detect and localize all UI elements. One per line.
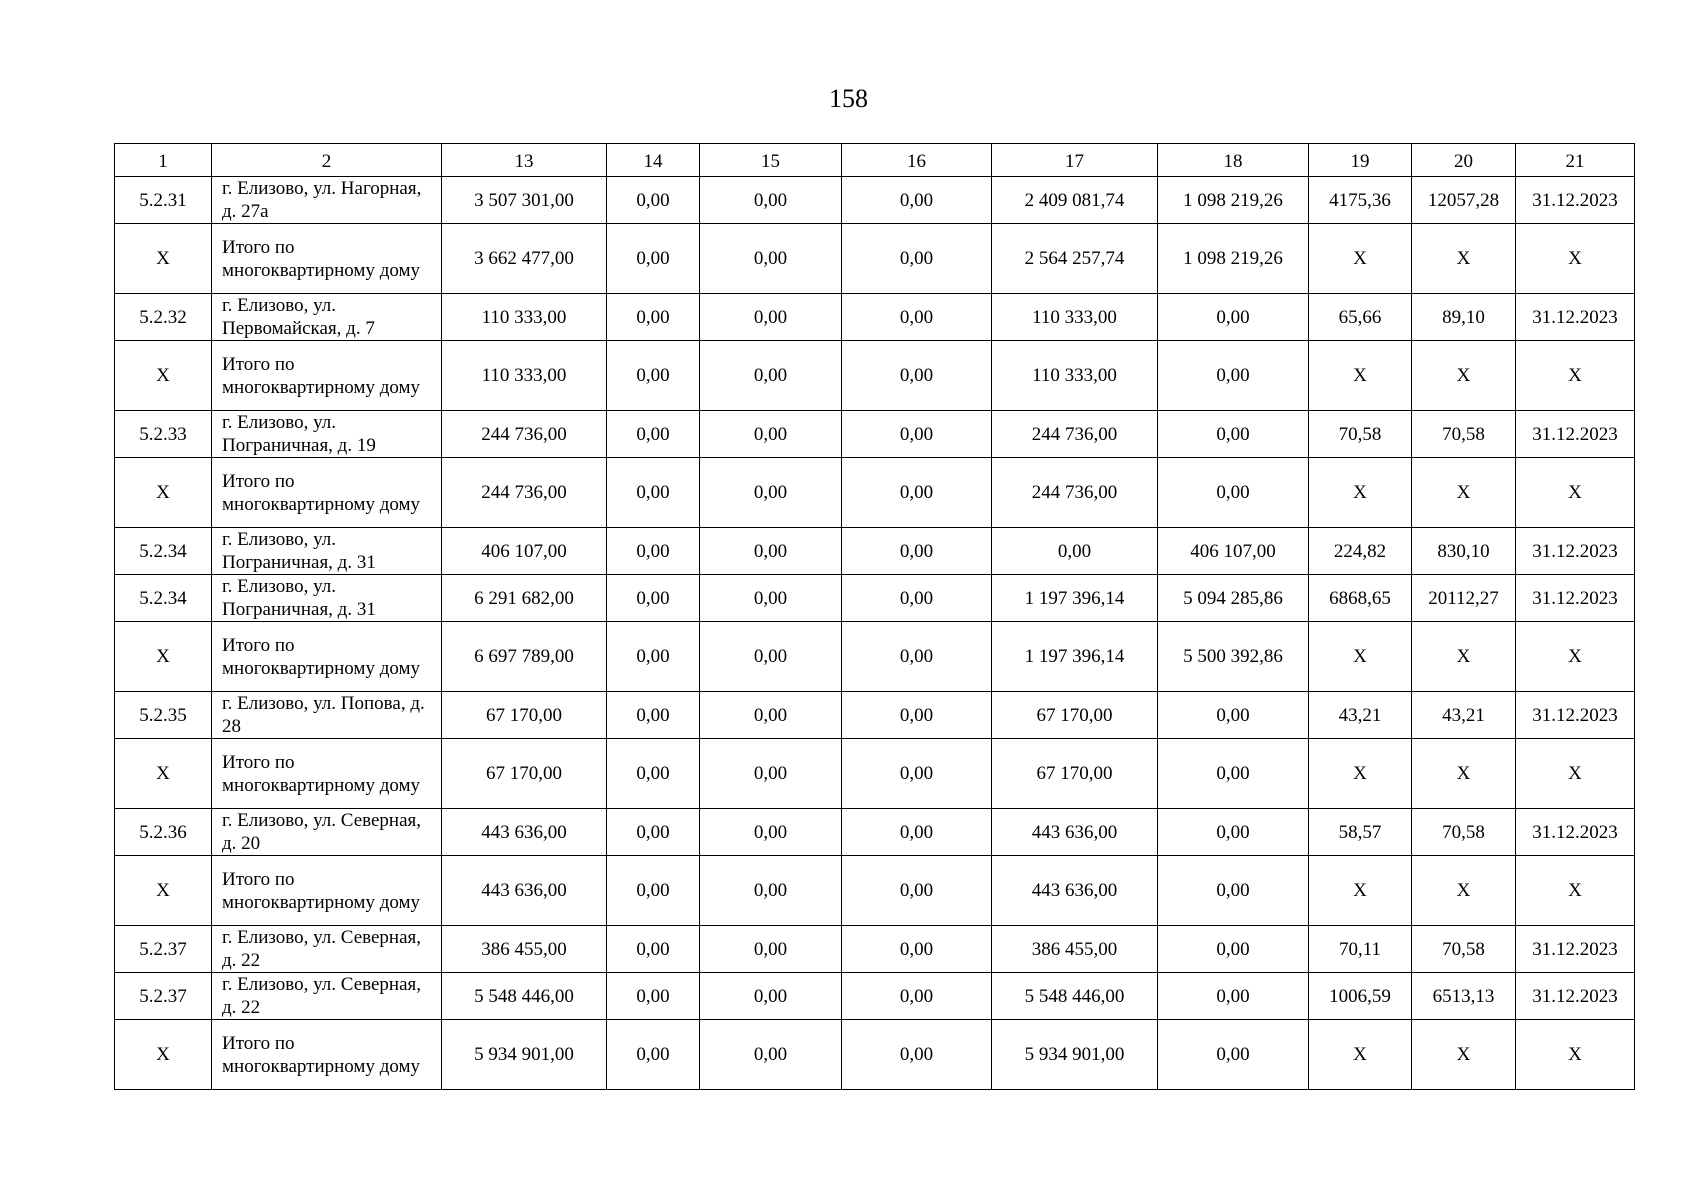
row-number-cell: 5.2.34 xyxy=(115,575,212,622)
data-table xyxy=(114,143,1635,1090)
address-cell: г. Елизово, ул. Северная, д. 22 xyxy=(212,973,442,1020)
col-20-cell: 20112,27 xyxy=(1412,575,1516,622)
col-17-cell: 67 170,00 xyxy=(992,739,1158,809)
col-18-cell: 406 107,00 xyxy=(1158,528,1309,575)
col-20-cell: X xyxy=(1412,622,1516,692)
col-15-cell: 0,00 xyxy=(700,692,842,739)
address-cell: г. Елизово, ул. Северная, д. 22 xyxy=(212,926,442,973)
row-number-cell: 5.2.35 xyxy=(115,692,212,739)
col-18-cell: 0,00 xyxy=(1158,411,1309,458)
address-cell: Итого по многоквартирному дому xyxy=(212,224,442,294)
col-20-cell: X xyxy=(1412,856,1516,926)
page-number: 158 xyxy=(829,84,868,113)
col-16-cell: 0,00 xyxy=(842,341,992,411)
row-number-cell: X xyxy=(115,856,212,926)
col-14-cell: 0,00 xyxy=(607,341,700,411)
col-19-cell: 4175,36 xyxy=(1309,177,1412,224)
address-cell: Итого по многоквартирному дому xyxy=(212,458,442,528)
col-17-cell: 67 170,00 xyxy=(992,692,1158,739)
header-cell: 17 xyxy=(992,144,1158,177)
header-cell: 21 xyxy=(1516,144,1635,177)
col-16-cell: 0,00 xyxy=(842,856,992,926)
col-19-cell: 65,66 xyxy=(1309,294,1412,341)
col-13-cell: 5 934 901,00 xyxy=(442,1020,607,1090)
col-19-cell: 43,21 xyxy=(1309,692,1412,739)
col-16-cell: 0,00 xyxy=(842,177,992,224)
header-cell: 2 xyxy=(212,144,442,177)
col-17-cell: 2 564 257,74 xyxy=(992,224,1158,294)
col-18-cell: 0,00 xyxy=(1158,809,1309,856)
col-16-cell: 0,00 xyxy=(842,739,992,809)
col-13-cell: 67 170,00 xyxy=(442,692,607,739)
col-21-cell: X xyxy=(1516,224,1635,294)
col-14-cell: 0,00 xyxy=(607,809,700,856)
header-cell: 13 xyxy=(442,144,607,177)
col-17-cell: 110 333,00 xyxy=(992,341,1158,411)
col-15-cell: 0,00 xyxy=(700,294,842,341)
col-15-cell: 0,00 xyxy=(700,575,842,622)
header-cell: 20 xyxy=(1412,144,1516,177)
row-number-cell: 5.2.34 xyxy=(115,528,212,575)
col-21-cell: X xyxy=(1516,856,1635,926)
col-19-cell: 1006,59 xyxy=(1309,973,1412,1020)
col-17-cell: 1 197 396,14 xyxy=(992,575,1158,622)
col-21-cell: 31.12.2023 xyxy=(1516,692,1635,739)
col-20-cell: 89,10 xyxy=(1412,294,1516,341)
row-number-cell: 5.2.32 xyxy=(115,294,212,341)
table-row xyxy=(115,294,1635,341)
col-13-cell: 443 636,00 xyxy=(442,856,607,926)
address-cell: г. Елизово, ул. Попова, д. 28 xyxy=(212,692,442,739)
col-18-cell: 0,00 xyxy=(1158,294,1309,341)
col-16-cell: 0,00 xyxy=(842,973,992,1020)
col-14-cell: 0,00 xyxy=(607,926,700,973)
col-21-cell: 31.12.2023 xyxy=(1516,973,1635,1020)
header-cell: 14 xyxy=(607,144,700,177)
col-16-cell: 0,00 xyxy=(842,528,992,575)
col-18-cell: 5 500 392,86 xyxy=(1158,622,1309,692)
table-row xyxy=(115,528,1635,575)
col-17-cell: 0,00 xyxy=(992,528,1158,575)
row-number-cell: X xyxy=(115,224,212,294)
col-15-cell: 0,00 xyxy=(700,809,842,856)
col-20-cell: X xyxy=(1412,1020,1516,1090)
address-cell: Итого по многоквартирному дому xyxy=(212,341,442,411)
col-16-cell: 0,00 xyxy=(842,575,992,622)
address-cell: г. Елизово, ул. Пограничная, д. 31 xyxy=(212,575,442,622)
col-19-cell: 70,11 xyxy=(1309,926,1412,973)
col-21-cell: X xyxy=(1516,458,1635,528)
col-18-cell: 0,00 xyxy=(1158,1020,1309,1090)
col-17-cell: 1 197 396,14 xyxy=(992,622,1158,692)
col-19-cell: X xyxy=(1309,224,1412,294)
col-21-cell: X xyxy=(1516,739,1635,809)
col-17-cell: 244 736,00 xyxy=(992,458,1158,528)
row-number-cell: X xyxy=(115,1020,212,1090)
col-14-cell: 0,00 xyxy=(607,856,700,926)
col-20-cell: X xyxy=(1412,739,1516,809)
col-14-cell: 0,00 xyxy=(607,458,700,528)
address-cell: Итого по многоквартирному дому xyxy=(212,622,442,692)
row-number-cell: X xyxy=(115,341,212,411)
col-18-cell: 1 098 219,26 xyxy=(1158,224,1309,294)
col-16-cell: 0,00 xyxy=(842,692,992,739)
col-15-cell: 0,00 xyxy=(700,458,842,528)
table-total-row xyxy=(115,739,1635,809)
table-total-row xyxy=(115,341,1635,411)
address-cell: Итого по многоквартирному дому xyxy=(212,1020,442,1090)
col-15-cell: 0,00 xyxy=(700,973,842,1020)
row-number-cell: X xyxy=(115,739,212,809)
col-19-cell: X xyxy=(1309,856,1412,926)
table-row xyxy=(115,411,1635,458)
col-20-cell: X xyxy=(1412,224,1516,294)
col-13-cell: 443 636,00 xyxy=(442,809,607,856)
col-19-cell: X xyxy=(1309,341,1412,411)
address-cell: Итого по многоквартирному дому xyxy=(212,739,442,809)
col-14-cell: 0,00 xyxy=(607,1020,700,1090)
address-cell: г. Елизово, ул. Северная, д. 20 xyxy=(212,809,442,856)
address-cell: Итого по многоквартирному дому xyxy=(212,856,442,926)
col-19-cell: 224,82 xyxy=(1309,528,1412,575)
col-19-cell: X xyxy=(1309,1020,1412,1090)
col-15-cell: 0,00 xyxy=(700,411,842,458)
row-number-cell: X xyxy=(115,622,212,692)
table-body xyxy=(115,144,1635,1090)
col-21-cell: 31.12.2023 xyxy=(1516,528,1635,575)
col-13-cell: 67 170,00 xyxy=(442,739,607,809)
col-14-cell: 0,00 xyxy=(607,692,700,739)
address-cell: г. Елизово, ул. Нагорная, д. 27а xyxy=(212,177,442,224)
row-number-cell: 5.2.37 xyxy=(115,973,212,1020)
header-cell: 1 xyxy=(115,144,212,177)
col-21-cell: X xyxy=(1516,622,1635,692)
col-20-cell: 6513,13 xyxy=(1412,973,1516,1020)
col-20-cell: X xyxy=(1412,341,1516,411)
row-number-cell: 5.2.31 xyxy=(115,177,212,224)
row-number-cell: X xyxy=(115,458,212,528)
col-15-cell: 0,00 xyxy=(700,528,842,575)
col-17-cell: 110 333,00 xyxy=(992,294,1158,341)
col-18-cell: 5 094 285,86 xyxy=(1158,575,1309,622)
col-17-cell: 5 548 446,00 xyxy=(992,973,1158,1020)
col-19-cell: X xyxy=(1309,739,1412,809)
col-18-cell: 0,00 xyxy=(1158,739,1309,809)
header-cell: 18 xyxy=(1158,144,1309,177)
col-18-cell: 1 098 219,26 xyxy=(1158,177,1309,224)
col-14-cell: 0,00 xyxy=(607,528,700,575)
col-15-cell: 0,00 xyxy=(700,856,842,926)
col-19-cell: X xyxy=(1309,458,1412,528)
row-number-cell: 5.2.33 xyxy=(115,411,212,458)
col-21-cell: X xyxy=(1516,1020,1635,1090)
table-total-row xyxy=(115,224,1635,294)
col-13-cell: 6 291 682,00 xyxy=(442,575,607,622)
table-row xyxy=(115,692,1635,739)
col-13-cell: 244 736,00 xyxy=(442,458,607,528)
col-13-cell: 244 736,00 xyxy=(442,411,607,458)
address-cell: г. Елизово, ул. Первомайская, д. 7 xyxy=(212,294,442,341)
col-14-cell: 0,00 xyxy=(607,973,700,1020)
col-18-cell: 0,00 xyxy=(1158,341,1309,411)
col-15-cell: 0,00 xyxy=(700,224,842,294)
col-20-cell: 70,58 xyxy=(1412,411,1516,458)
col-21-cell: 31.12.2023 xyxy=(1516,926,1635,973)
col-17-cell: 443 636,00 xyxy=(992,809,1158,856)
address-cell: г. Елизово, ул. Пограничная, д. 31 xyxy=(212,528,442,575)
table-total-row xyxy=(115,856,1635,926)
col-15-cell: 0,00 xyxy=(700,177,842,224)
col-15-cell: 0,00 xyxy=(700,739,842,809)
col-17-cell: 386 455,00 xyxy=(992,926,1158,973)
table-row xyxy=(115,973,1635,1020)
col-19-cell: 6868,65 xyxy=(1309,575,1412,622)
col-14-cell: 0,00 xyxy=(607,294,700,341)
col-15-cell: 0,00 xyxy=(700,622,842,692)
col-20-cell: 43,21 xyxy=(1412,692,1516,739)
col-18-cell: 0,00 xyxy=(1158,458,1309,528)
col-17-cell: 443 636,00 xyxy=(992,856,1158,926)
header-cell: 16 xyxy=(842,144,992,177)
col-14-cell: 0,00 xyxy=(607,177,700,224)
col-16-cell: 0,00 xyxy=(842,809,992,856)
col-14-cell: 0,00 xyxy=(607,411,700,458)
col-14-cell: 0,00 xyxy=(607,622,700,692)
col-15-cell: 0,00 xyxy=(700,926,842,973)
col-14-cell: 0,00 xyxy=(607,739,700,809)
col-21-cell: X xyxy=(1516,341,1635,411)
col-15-cell: 0,00 xyxy=(700,341,842,411)
col-18-cell: 0,00 xyxy=(1158,926,1309,973)
col-16-cell: 0,00 xyxy=(842,458,992,528)
col-19-cell: X xyxy=(1309,622,1412,692)
table-header-row xyxy=(115,144,1635,177)
row-number-cell: 5.2.37 xyxy=(115,926,212,973)
col-13-cell: 3 662 477,00 xyxy=(442,224,607,294)
col-14-cell: 0,00 xyxy=(607,575,700,622)
address-cell: г. Елизово, ул. Пограничная, д. 19 xyxy=(212,411,442,458)
table-total-row xyxy=(115,1020,1635,1090)
col-16-cell: 0,00 xyxy=(842,411,992,458)
col-18-cell: 0,00 xyxy=(1158,856,1309,926)
header-cell: 15 xyxy=(700,144,842,177)
col-17-cell: 244 736,00 xyxy=(992,411,1158,458)
col-20-cell: 70,58 xyxy=(1412,809,1516,856)
col-14-cell: 0,00 xyxy=(607,224,700,294)
col-18-cell: 0,00 xyxy=(1158,973,1309,1020)
col-20-cell: 70,58 xyxy=(1412,926,1516,973)
col-13-cell: 406 107,00 xyxy=(442,528,607,575)
col-17-cell: 5 934 901,00 xyxy=(992,1020,1158,1090)
col-16-cell: 0,00 xyxy=(842,294,992,341)
col-20-cell: X xyxy=(1412,458,1516,528)
col-16-cell: 0,00 xyxy=(842,622,992,692)
col-21-cell: 31.12.2023 xyxy=(1516,294,1635,341)
table-row xyxy=(115,809,1635,856)
col-13-cell: 386 455,00 xyxy=(442,926,607,973)
col-18-cell: 0,00 xyxy=(1158,692,1309,739)
table-row xyxy=(115,575,1635,622)
col-20-cell: 12057,28 xyxy=(1412,177,1516,224)
col-13-cell: 110 333,00 xyxy=(442,294,607,341)
header-cell: 19 xyxy=(1309,144,1412,177)
col-16-cell: 0,00 xyxy=(842,926,992,973)
col-13-cell: 6 697 789,00 xyxy=(442,622,607,692)
row-number-cell: 5.2.36 xyxy=(115,809,212,856)
col-13-cell: 3 507 301,00 xyxy=(442,177,607,224)
col-19-cell: 70,58 xyxy=(1309,411,1412,458)
col-16-cell: 0,00 xyxy=(842,1020,992,1090)
table-row xyxy=(115,177,1635,224)
table-total-row xyxy=(115,458,1635,528)
col-21-cell: 31.12.2023 xyxy=(1516,809,1635,856)
col-13-cell: 110 333,00 xyxy=(442,341,607,411)
col-15-cell: 0,00 xyxy=(700,1020,842,1090)
col-13-cell: 5 548 446,00 xyxy=(442,973,607,1020)
table-total-row xyxy=(115,622,1635,692)
col-16-cell: 0,00 xyxy=(842,224,992,294)
col-17-cell: 2 409 081,74 xyxy=(992,177,1158,224)
table-row xyxy=(115,926,1635,973)
col-21-cell: 31.12.2023 xyxy=(1516,575,1635,622)
col-19-cell: 58,57 xyxy=(1309,809,1412,856)
col-21-cell: 31.12.2023 xyxy=(1516,411,1635,458)
col-21-cell: 31.12.2023 xyxy=(1516,177,1635,224)
col-20-cell: 830,10 xyxy=(1412,528,1516,575)
